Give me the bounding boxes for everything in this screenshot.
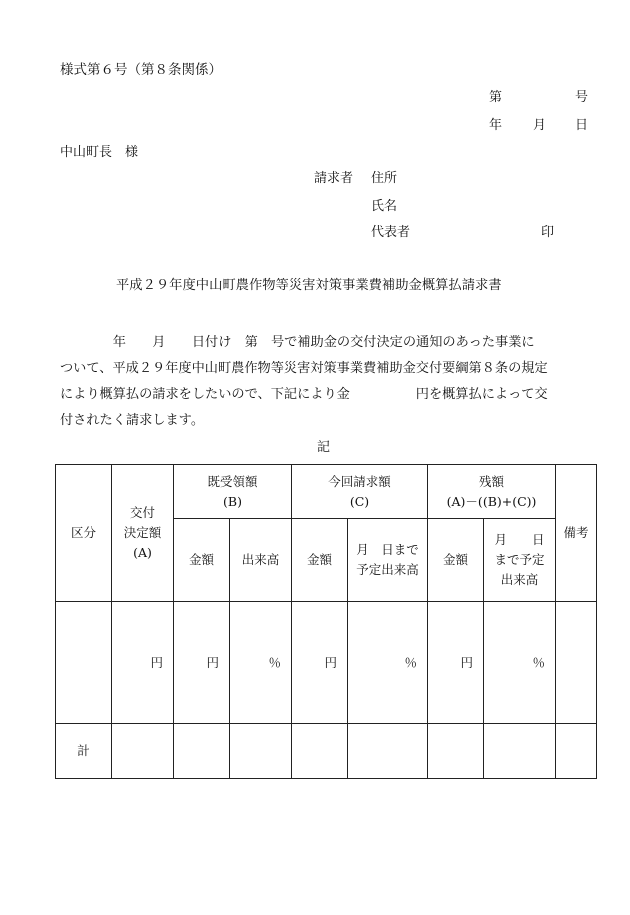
biko-header: 備考: [556, 465, 597, 602]
seal-mark: 印: [541, 225, 555, 240]
zan-dekidaka-cell: ％: [484, 602, 556, 724]
representative-label: 代表者: [371, 225, 411, 240]
konkai-header: 今回請求額 (C): [292, 465, 428, 519]
kofu-header: 交付 決定額 (A): [112, 465, 174, 602]
total-row: [56, 724, 597, 779]
kubun-header: 区分: [56, 465, 112, 602]
total-kofu-cell: [112, 724, 174, 779]
zan-dekidaka-header: 月 日 まで予定 出来高: [484, 519, 556, 602]
date-day: 日: [575, 118, 589, 133]
body-line-3: により概算払の請求をしたいので、下記により金 円を概算払によって交: [60, 387, 548, 402]
total-konkai-kingaku-cell: [292, 724, 348, 779]
biko-cell: [556, 602, 597, 724]
doc-number-dai: 第: [489, 90, 503, 105]
kiju-kingaku-header: 金額: [174, 519, 230, 602]
total-zan-kingaku-cell: [428, 724, 484, 779]
document-title: 平成２９年度中山町農作物等災害対策事業費補助金概算払請求書: [116, 278, 502, 293]
kiju-dekidaka-header: 出来高: [230, 519, 292, 602]
claim-table: [55, 464, 597, 779]
form-number: 様式第６号（第８条関係）: [60, 62, 222, 78]
date-year: 年: [489, 118, 503, 133]
kofu-cell: 円: [112, 602, 174, 724]
kiju-kingaku-cell: 円: [174, 602, 230, 724]
zangaku-header: 残額 (A)－((B)+(C)): [428, 465, 556, 519]
zan-kingaku-cell: 円: [428, 602, 484, 724]
konkai-dekidaka-header: 月 日まで 予定出来高: [348, 519, 428, 602]
total-konkai-dekidaka-cell: [348, 724, 428, 779]
date-month: 月: [533, 118, 547, 133]
ki-heading: 記: [317, 440, 331, 455]
total-label: 計: [56, 724, 112, 779]
zan-kingaku-header: 金額: [428, 519, 484, 602]
konkai-kingaku-header: 金額: [292, 519, 348, 602]
header-row-1: [56, 465, 597, 519]
body-line-2: ついて、平成２９年度中山町農作物等災害対策事業費補助金交付要綱第８条の規定: [60, 361, 548, 376]
body-line-1: 年 月 日付け 第 号で補助金の交付決定の通知のあった事業に: [60, 335, 535, 350]
name-label: 氏名: [371, 199, 398, 214]
requester-label: 請求者: [314, 171, 354, 186]
total-kiju-kingaku-cell: [174, 724, 230, 779]
data-row: [56, 602, 597, 724]
kubun-cell: [56, 602, 112, 724]
address-label: 住所: [371, 171, 398, 186]
konkai-dekidaka-cell: ％: [348, 602, 428, 724]
kiju-header: 既受領額 (B): [174, 465, 292, 519]
total-kiju-dekidaka-cell: [230, 724, 292, 779]
doc-number-go: 号: [575, 90, 589, 105]
kiju-dekidaka-cell: ％: [230, 602, 292, 724]
konkai-kingaku-cell: 円: [292, 602, 348, 724]
body-line-4: 付されたく請求します。: [60, 413, 205, 428]
total-zan-dekidaka-cell: [484, 724, 556, 779]
total-biko-cell: [556, 724, 597, 779]
addressee: 中山町長 様: [60, 145, 139, 160]
